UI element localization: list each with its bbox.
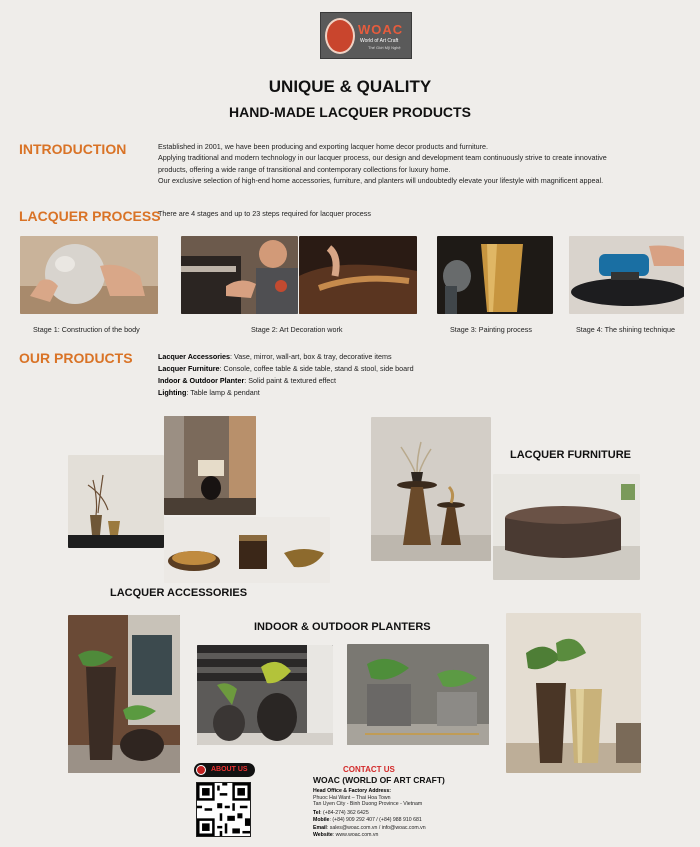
- category-accessories: LACQUER ACCESSORIES: [110, 587, 248, 599]
- stage2-caption: Stage 2: Art Decoration work: [251, 325, 343, 334]
- product-desc: : Vase, mirror, wall-art, box & tray, decorative items: [230, 352, 392, 361]
- product-desc: : Solid paint & textured effect: [244, 376, 337, 385]
- mobile-value: : (+84) 909 292 407 / (+84) 988 910 681: [329, 817, 422, 823]
- qr-code[interactable]: [196, 782, 251, 837]
- logo-brand: WOAC: [358, 22, 404, 37]
- product-line-furniture: [158, 364, 414, 373]
- stage4-caption: Stage 4: The shining technique: [576, 325, 675, 334]
- mobile-line: [313, 817, 422, 823]
- about-us-label: ABOUT US: [211, 766, 248, 773]
- tel-label: Tel: [313, 810, 321, 816]
- stage2-photo-a: [181, 236, 298, 314]
- website-link[interactable]: : www.woac.com.vn: [332, 832, 379, 838]
- planters-photo-round: [197, 645, 333, 745]
- introduction-heading: INTRODUCTION: [19, 141, 127, 157]
- website-label: Website: [313, 832, 333, 838]
- tel-value: : (+84-274) 362 6425: [320, 810, 369, 816]
- logo-emblem-icon: [325, 18, 355, 54]
- accessories-photo-lamp: [164, 416, 256, 515]
- about-us-icon: [196, 765, 206, 775]
- tel-line: [313, 810, 369, 816]
- email-value[interactable]: : sales@woac.com.vn / info@woac.com.vn: [326, 825, 426, 831]
- products-heading: OUR PRODUCTS: [19, 350, 133, 366]
- category-furniture: LACQUER FURNITURE: [510, 449, 631, 461]
- product-desc: : Table lamp & pendant: [186, 388, 260, 397]
- intro-line: Applying traditional and modern technology in our lacquer process, our design and development team continuously strive to create innovative: [158, 153, 607, 163]
- planters-photo-tall: [506, 613, 641, 773]
- address-line-2: Tan Uyen City - Binh Duong Province - Vietnam: [313, 801, 423, 807]
- address-line-1: Phuoc Hai Want – Thai Hoa Town: [313, 795, 391, 801]
- stage1-photo: [20, 236, 158, 314]
- stage4-photo: [569, 236, 684, 314]
- address-label-text: Head Office & Factory Address:: [313, 788, 391, 794]
- planters-photo-outdoor: [68, 615, 180, 773]
- furniture-photo-side-tables: [371, 417, 491, 561]
- logo-subtitle: World of Art Craft: [360, 38, 399, 44]
- logo-subtitle-vn: Thế Giới Mỹ Nghệ: [368, 45, 401, 50]
- process-description: There are 4 stages and up to 23 steps required for lacquer process: [158, 209, 371, 218]
- product-line-planter: [158, 376, 336, 385]
- intro-line: Established in 2001, we have been producing and exporting lacquer home decor products and furniture.: [158, 142, 489, 151]
- intro-line: products, offering a wide range of transitional and contemporary collections for luxury home.: [158, 164, 451, 174]
- accessories-photo-bowls: [164, 517, 330, 583]
- introduction-text: [158, 141, 638, 187]
- product-line-accessories: [158, 352, 392, 361]
- address-label: [313, 788, 391, 794]
- process-heading: LACQUER PROCESS: [19, 208, 161, 224]
- mobile-label: Mobile: [313, 817, 330, 823]
- about-us-button[interactable]: [194, 763, 255, 777]
- product-desc: : Console, coffee table & side table, stand & stool, side board: [219, 364, 414, 373]
- category-planters: INDOOR & OUTDOOR PLANTERS: [254, 621, 431, 633]
- stage1-caption: Stage 1: Construction of the body: [33, 325, 140, 334]
- planters-photo-square: [347, 644, 489, 745]
- stage3-photo: [437, 236, 553, 314]
- product-name: Lighting: [158, 388, 187, 397]
- intro-line: Our exclusive selection of high-end home accessories, furniture, and planters will undoubtedly elevate your lifestyle with magnificent appeal.: [158, 176, 604, 186]
- company-logo: [320, 12, 412, 59]
- email-line[interactable]: [313, 825, 426, 831]
- product-name: Indoor & Outdoor Planter: [158, 376, 245, 385]
- company-name: WOAC (WORLD OF ART CRAFT): [313, 775, 445, 785]
- website-line[interactable]: [313, 832, 378, 838]
- product-line-lighting: [158, 388, 260, 397]
- product-name: Lacquer Accessories: [158, 352, 231, 361]
- furniture-photo-coffee-table: [493, 474, 640, 580]
- stage2-photo-b: [299, 236, 417, 314]
- page-title: UNIQUE & QUALITY: [268, 77, 432, 96]
- product-name: Lacquer Furniture: [158, 364, 220, 373]
- accessories-photo-vases: [68, 455, 164, 548]
- contact-title: CONTACT US: [343, 765, 395, 774]
- email-label: Email: [313, 825, 327, 831]
- page-subtitle: HAND-MADE LACQUER PRODUCTS: [229, 104, 471, 120]
- stage3-caption: Stage 3: Painting process: [450, 325, 532, 334]
